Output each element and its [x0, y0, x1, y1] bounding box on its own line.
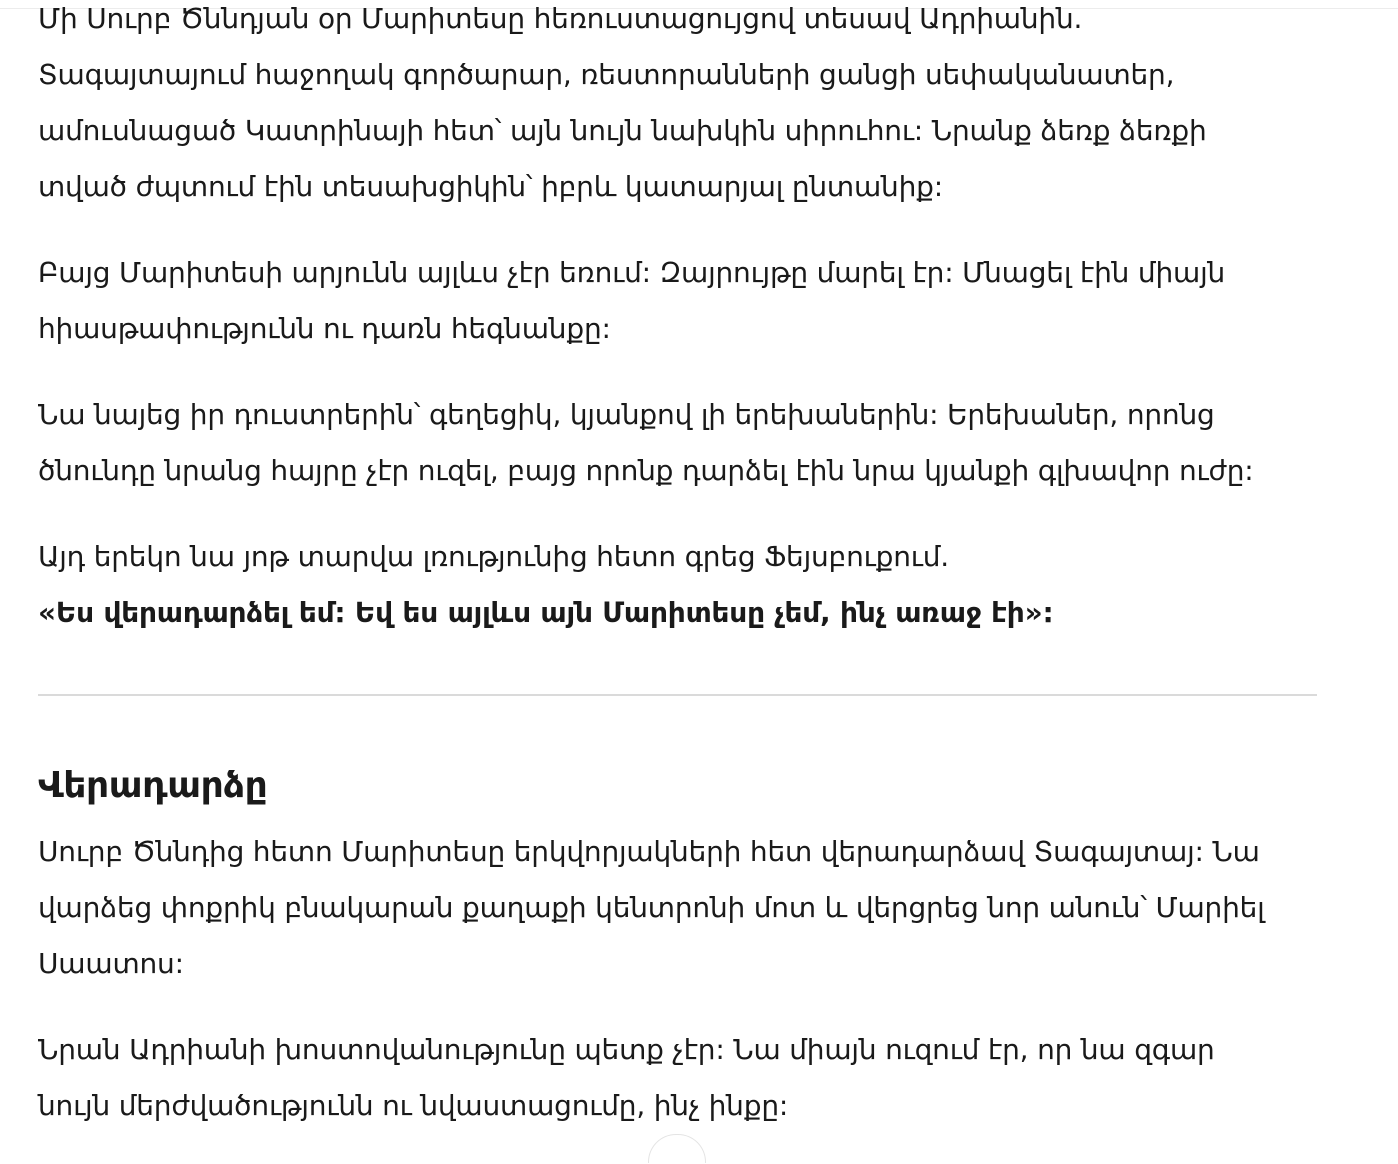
section-heading: Վերադարձը	[38, 765, 268, 806]
text-line: Տագայտայում հաջողակ գործարար, ռեստորանների ցանցի սեփականատեր,	[38, 58, 1175, 91]
text-line: Սուրբ Ծննդից հետո Մարիտեսը երկվորյակների հետ վերադարձավ Տագայտայ: Նա	[38, 835, 1260, 868]
section-divider	[38, 694, 1317, 696]
text-line: Բայց Մարիտեսի արյունն այլևս չէր եռում: Զայրույթը մարել էր: Մնացել էին միայն	[38, 256, 1226, 289]
text-line: Սաատոս:	[38, 947, 184, 980]
paragraph	[38, 1022, 1338, 1134]
paragraph	[38, 245, 1338, 357]
quote-line: «Ես վերադարձել եմ: Եվ ես այլևս այն Մարիտեսը չեմ, ինչ առաջ էի»:	[38, 596, 1054, 629]
text-line: նույն մերժվածությունն ու նվաստացումը, ինչ ինքը:	[38, 1089, 789, 1122]
text-line: Այդ երեկո նա յոթ տարվա լռությունից հետո գրեց Ֆեյսբուքում.	[38, 540, 949, 573]
text-line: տված ժպտում էին տեսախցիկին՝ իբրև կատարյալ ընտանիք:	[38, 170, 943, 203]
text-line: հիասթափությունն ու դառն հեգնանքը:	[38, 312, 611, 345]
text-line: Նրան Ադրիանի խոստովանությունը պետք չէր: Նա միայն ուզում էր, որ նա զգար	[38, 1033, 1215, 1066]
text-line: ծնունդը նրանց հայրը չէր ուզել, բայց որոնք դարձել էին նրա կյանքի գլխավոր ուժը:	[38, 454, 1254, 487]
paragraph	[38, 529, 1338, 641]
text-line: ամուսնացած Կատրինայի հետ՝ այն նույն նախկին սիրուհու: Նրանք ձեռք ձեռքի	[38, 114, 1207, 147]
article-body	[38, 0, 1338, 1164]
text-line: Նա նայեց իր դուստրերին՝ գեղեցիկ, կյանքով լի երեխաներին: Երեխաներ, որոնց	[38, 398, 1215, 431]
text-line: Մի Սուրբ Ծննդյան օր Մարիտեսը հեռուստացույցով տեսավ Ադրիանին.	[38, 2, 1083, 35]
paragraph	[38, 824, 1338, 992]
paragraph	[38, 0, 1338, 215]
text-line: վարձեց փոքրիկ բնակարան քաղաքի կենտրոնի մոտ և վերցրեց նոր անուն՝ Մարիել	[38, 891, 1265, 924]
paragraph	[38, 387, 1338, 499]
